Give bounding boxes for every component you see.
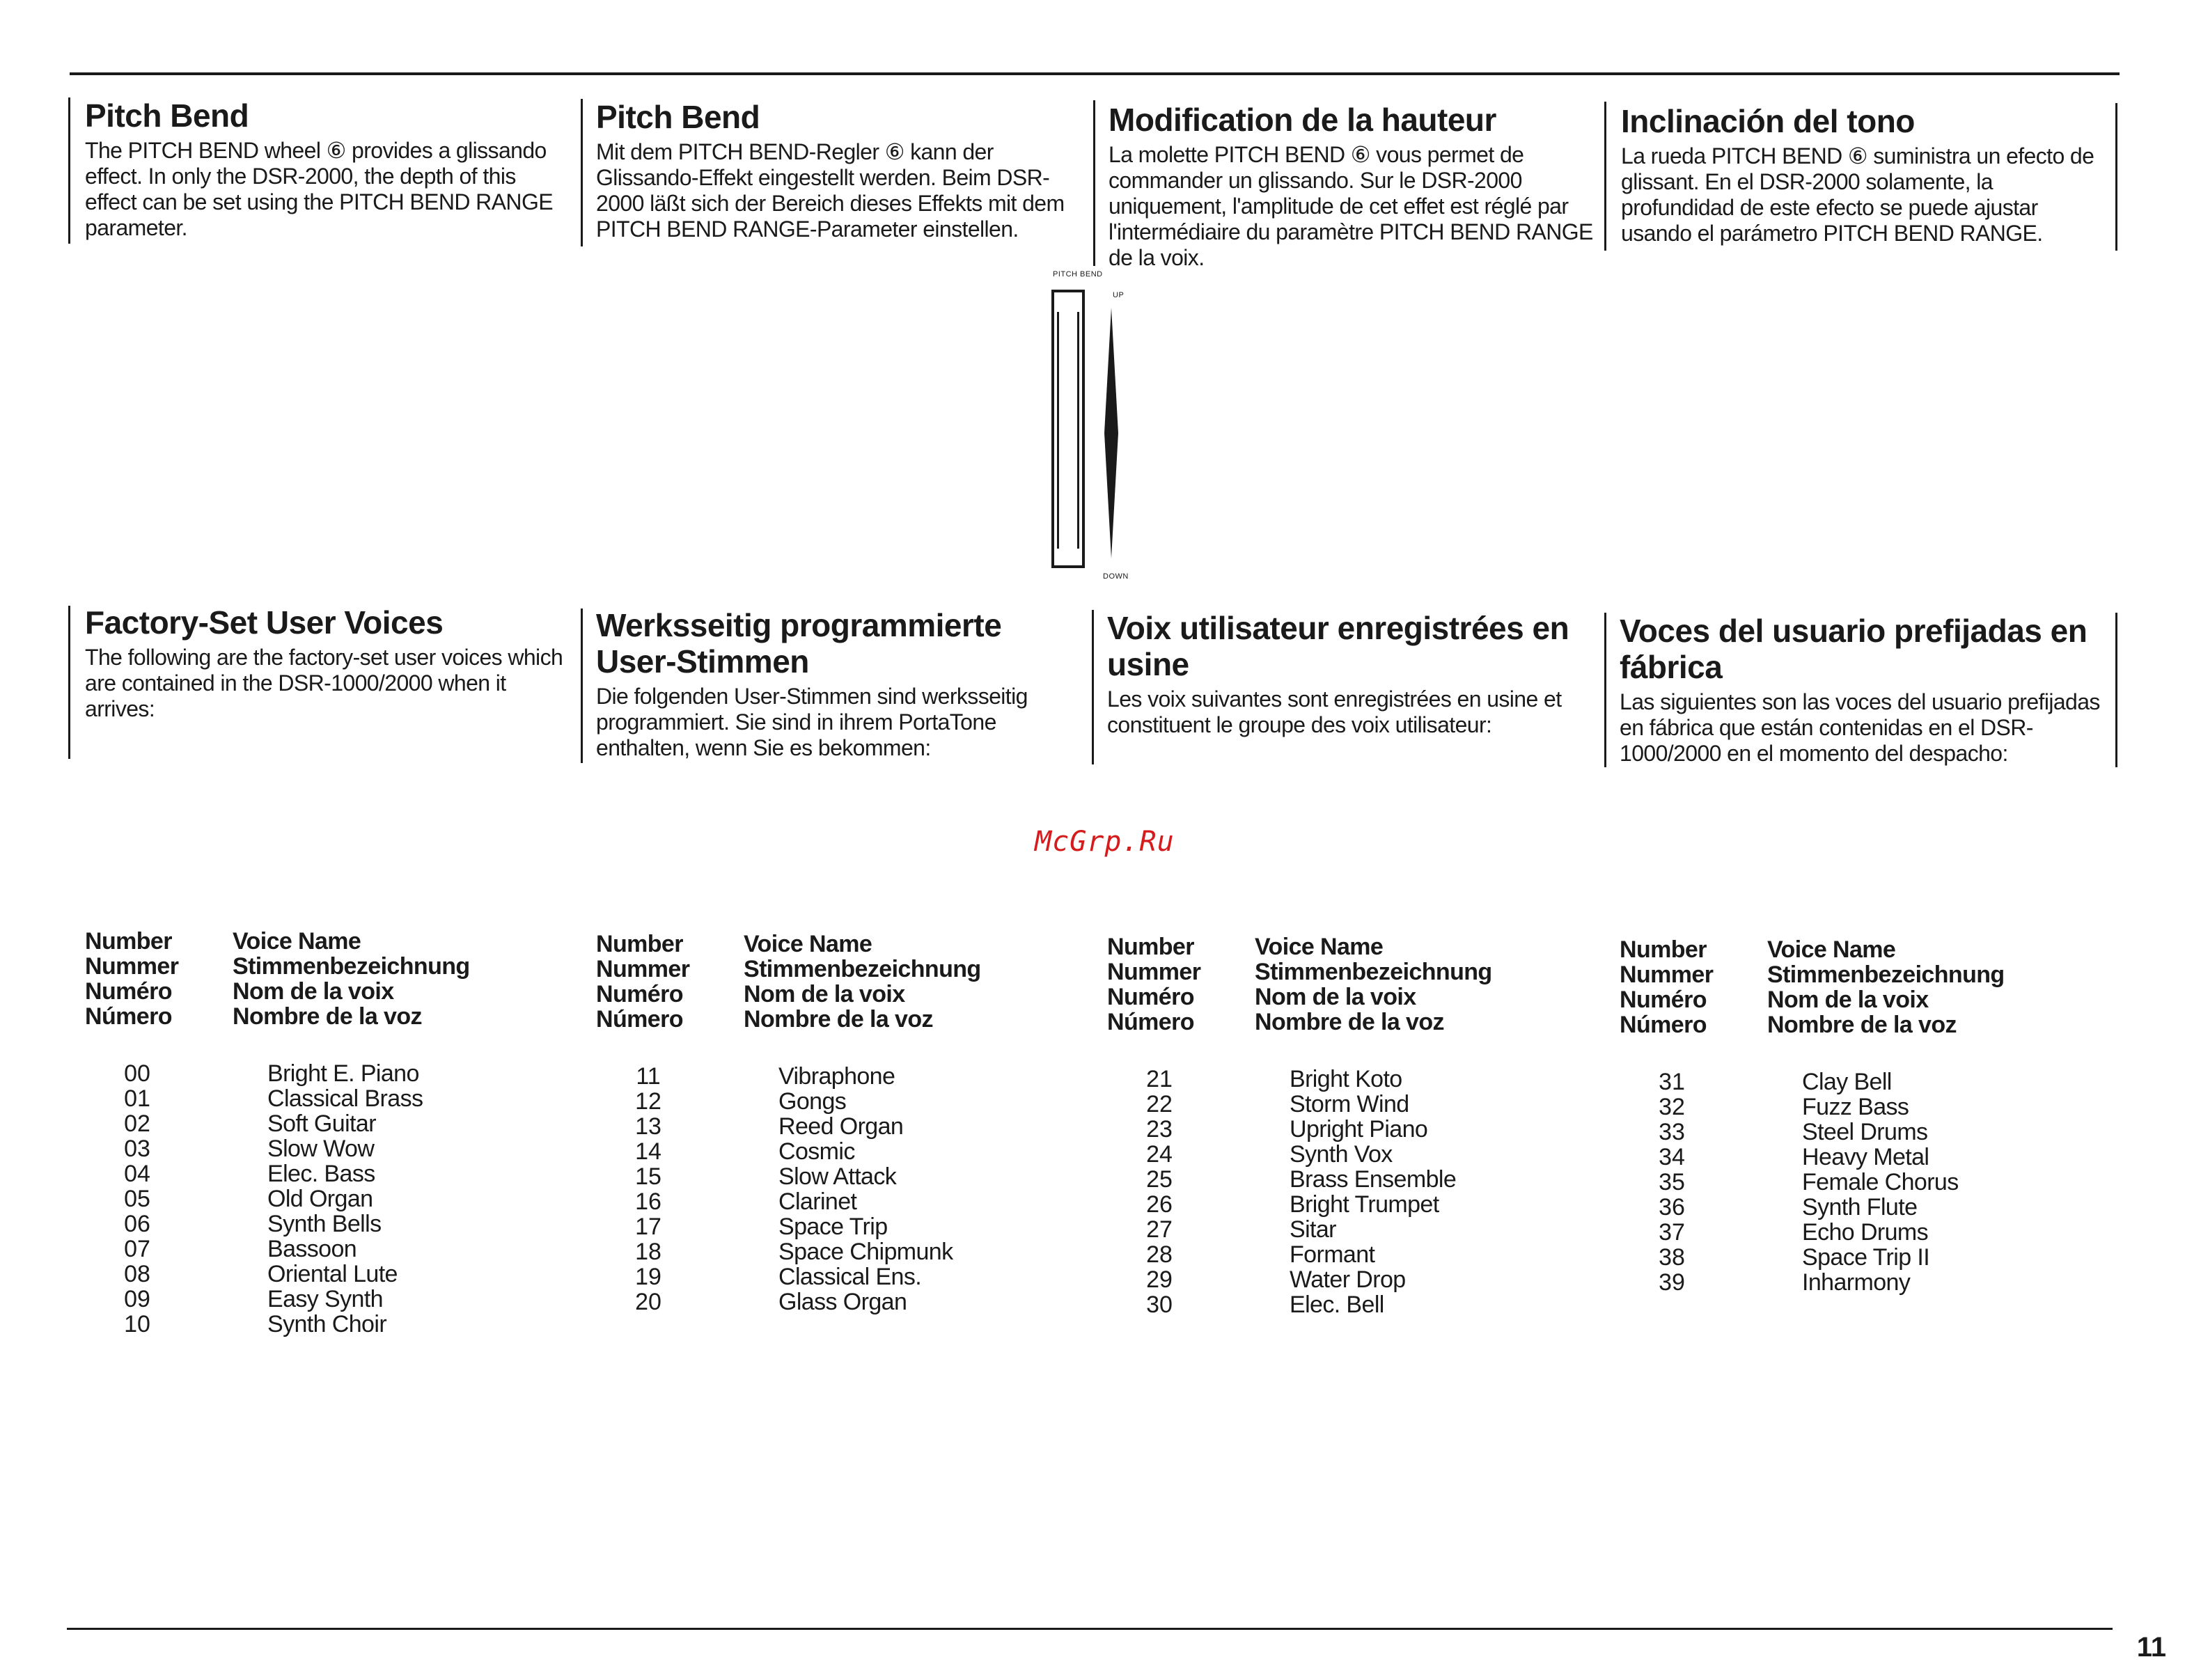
diagram-up-label: UP xyxy=(1113,291,1125,299)
table-row xyxy=(596,1089,981,1114)
voice-number: 00 xyxy=(124,1060,150,1087)
voice-name: Synth Bells xyxy=(267,1211,382,1237)
voice-name: Oriental Lute xyxy=(267,1261,398,1287)
section-title: Voces del usuario prefijadas en fábrica xyxy=(1620,613,2088,685)
table-row xyxy=(1107,1092,1492,1117)
voice-number: 08 xyxy=(124,1261,150,1287)
column-divider xyxy=(68,97,70,244)
section-body: Mit dem PITCH BEND-Regler ⑥ kann der Glissando-Effekt eingestellt werden. Beim DSR-2000 läßt sich der Bereich dieses Effekts mit dem PITCH BEND RANGE-Parameter einstellen. xyxy=(596,139,1065,242)
section-body: The PITCH BEND wheel ⑥ provides a glissando effect. In only the DSR-2000, the depth of this effect can be set using the PITCH BEND RANGE parameter. xyxy=(85,138,553,240)
section-title: Modification de la hauteur xyxy=(1109,102,1496,138)
header-number-en: Number xyxy=(85,928,172,955)
header-number-de: Nummer xyxy=(1107,959,1201,985)
column-divider xyxy=(68,606,70,759)
voice-number: 32 xyxy=(1659,1094,1685,1120)
table-row xyxy=(1620,1094,2005,1120)
table-row xyxy=(1107,1267,1492,1292)
voice-name: Elec. Bass xyxy=(267,1161,375,1187)
table-row xyxy=(1620,1195,2005,1220)
table-row xyxy=(596,1239,981,1264)
pitch-bend-wheel-diagram xyxy=(1044,270,1149,590)
voice-name: Classical Brass xyxy=(267,1085,423,1112)
voice-name: Reed Organ xyxy=(778,1113,904,1140)
table-row xyxy=(85,1186,470,1211)
pitch-bend-en xyxy=(85,97,565,241)
header-number-es: Número xyxy=(1620,1012,1707,1038)
header-number-es: Número xyxy=(1107,1009,1194,1035)
table-row xyxy=(596,1139,981,1164)
header-number-fr: Numéro xyxy=(85,978,172,1005)
section-title: Factory-Set User Voices xyxy=(85,604,444,641)
diagram-title: PITCH BEND xyxy=(1053,270,1103,278)
voice-name: Bright E. Piano xyxy=(267,1060,419,1087)
header-number-en: Number xyxy=(596,931,683,957)
voice-number: 38 xyxy=(1659,1244,1685,1271)
section-title: Werksseitig programmierte User-Stimmen xyxy=(596,607,1002,680)
voice-table-3 xyxy=(1107,934,1492,1317)
header-number-fr: Numéro xyxy=(1107,984,1194,1010)
voice-name: Fuzz Bass xyxy=(1802,1094,1909,1120)
voice-name: Formant xyxy=(1290,1241,1375,1268)
table-rows xyxy=(596,1064,981,1314)
section-title: Pitch Bend xyxy=(85,97,249,134)
voice-name: Storm Wind xyxy=(1290,1091,1409,1117)
voice-number: 15 xyxy=(635,1163,661,1190)
table-row xyxy=(596,1214,981,1239)
column-divider xyxy=(581,609,583,763)
header-voice-fr: Nom de la voix xyxy=(744,981,905,1007)
table-header xyxy=(1107,934,1492,1035)
table-header xyxy=(1620,937,2005,1037)
voice-number: 10 xyxy=(124,1311,150,1337)
table-row xyxy=(1620,1270,2005,1295)
voice-name: Glass Organ xyxy=(778,1289,907,1315)
voice-number: 18 xyxy=(635,1239,661,1265)
table-row xyxy=(85,1061,470,1086)
voice-name: Bright Trumpet xyxy=(1290,1191,1439,1218)
section-title: Inclinación del tono xyxy=(1621,103,1915,139)
voice-number: 30 xyxy=(1146,1292,1173,1318)
table-row xyxy=(85,1136,470,1161)
table-row xyxy=(1620,1120,2005,1145)
table-row xyxy=(85,1086,470,1111)
voice-name: Bright Koto xyxy=(1290,1066,1402,1092)
voice-number: 04 xyxy=(124,1161,150,1187)
header-number-de: Nummer xyxy=(596,956,690,982)
voice-number: 17 xyxy=(635,1214,661,1240)
header-voice-en: Voice Name xyxy=(744,931,872,957)
voice-number: 06 xyxy=(124,1211,150,1237)
table-row xyxy=(596,1264,981,1289)
factory-voices-en xyxy=(85,604,565,722)
voice-number: 11 xyxy=(636,1063,661,1090)
voice-number: 16 xyxy=(635,1188,661,1215)
table-rows xyxy=(1107,1067,1492,1317)
diagram-down-label: DOWN xyxy=(1103,572,1129,581)
header-voice-fr: Nom de la voix xyxy=(233,978,394,1005)
voice-number: 24 xyxy=(1146,1141,1173,1168)
voice-table-4 xyxy=(1620,937,2005,1295)
voice-name: Echo Drums xyxy=(1802,1219,1929,1246)
header-voice-es: Nombre de la voz xyxy=(744,1006,933,1033)
voice-name: Female Chorus xyxy=(1802,1169,1959,1195)
table-row xyxy=(85,1287,470,1312)
voice-name: Inharmony xyxy=(1802,1269,1911,1296)
voice-name: Cosmic xyxy=(778,1138,855,1165)
header-voice-en: Voice Name xyxy=(1767,936,1896,963)
voice-number: 37 xyxy=(1659,1219,1685,1246)
table-row xyxy=(1107,1217,1492,1242)
table-row xyxy=(1107,1292,1492,1317)
voice-name: Vibraphone xyxy=(778,1063,895,1090)
voice-number: 26 xyxy=(1146,1191,1173,1218)
voice-number: 20 xyxy=(635,1289,661,1315)
voice-name: Clay Bell xyxy=(1802,1069,1892,1095)
column-divider xyxy=(1604,613,1606,767)
table-row xyxy=(596,1114,981,1139)
voice-name: Brass Ensemble xyxy=(1290,1166,1457,1193)
header-voice-de: Stimmenbezeichnung xyxy=(1767,961,2005,988)
voice-number: 29 xyxy=(1146,1266,1173,1293)
voice-number: 03 xyxy=(124,1136,150,1162)
voice-name: Slow Wow xyxy=(267,1136,375,1162)
pitch-bend-es xyxy=(1621,103,2101,246)
voice-number: 36 xyxy=(1659,1194,1685,1220)
voice-number: 05 xyxy=(124,1186,150,1212)
header-voice-en: Voice Name xyxy=(1255,934,1384,960)
table-row xyxy=(596,1289,981,1314)
voice-number: 09 xyxy=(124,1286,150,1312)
table-header xyxy=(596,932,981,1032)
voice-number: 21 xyxy=(1146,1066,1173,1092)
section-body: The following are the factory-set user voices which are contained in the DSR-1000/2000 when it arrives: xyxy=(85,645,563,721)
voice-name: Space Trip xyxy=(778,1214,888,1240)
section-title: Voix utilisateur enregistrées en usine xyxy=(1107,610,1569,682)
table-row xyxy=(1107,1242,1492,1267)
table-row xyxy=(1107,1117,1492,1142)
table-rows xyxy=(85,1061,470,1337)
table-row xyxy=(85,1312,470,1337)
header-number-en: Number xyxy=(1107,934,1194,960)
column-divider xyxy=(1092,610,1094,764)
column-divider xyxy=(2115,103,2117,251)
header-number-de: Nummer xyxy=(85,953,179,980)
table-row xyxy=(596,1064,981,1089)
voice-number: 39 xyxy=(1659,1269,1685,1296)
table-row xyxy=(1107,1192,1492,1217)
section-body: La molette PITCH BEND ⑥ vous permet de commander un glissando. Sur le DSR-2000 uniquement, l'amplitude de cet effet est réglé par l'intermédiaire du paramètre PITCH BEND RANGE de la voix. xyxy=(1109,142,1593,270)
voice-name: Space Chipmunk xyxy=(778,1239,953,1265)
header-voice-fr: Nom de la voix xyxy=(1767,987,1929,1013)
table-row xyxy=(1620,1170,2005,1195)
section-body: Die folgenden User-Stimmen sind werksseitig programmiert. Sie sind in ihrem PortaTone enthalten, wenn Sie es bekommen: xyxy=(596,684,1028,760)
table-row xyxy=(85,1262,470,1287)
header-voice-en: Voice Name xyxy=(233,928,361,955)
voice-number: 34 xyxy=(1659,1144,1685,1170)
header-voice-de: Stimmenbezeichnung xyxy=(744,956,981,982)
voice-name: Bassoon xyxy=(267,1236,357,1262)
section-title: Pitch Bend xyxy=(596,99,760,135)
factory-voices-de xyxy=(596,607,1070,761)
table-row xyxy=(1620,1220,2005,1245)
table-row xyxy=(596,1164,981,1189)
voice-number: 27 xyxy=(1146,1216,1173,1243)
header-voice-es: Nombre de la voz xyxy=(1767,1012,1957,1038)
table-row xyxy=(1107,1067,1492,1092)
voice-number: 25 xyxy=(1146,1166,1173,1193)
top-rule xyxy=(70,72,2120,75)
section-body: Las siguientes son las voces del usuario prefijadas en fábrica que están contenidas en el DSR-1000/2000 en el momento del despacho: xyxy=(1620,689,2100,766)
voice-number: 22 xyxy=(1146,1091,1173,1117)
voice-number: 07 xyxy=(124,1236,150,1262)
table-row xyxy=(85,1161,470,1186)
voice-number: 19 xyxy=(635,1264,661,1290)
table-row xyxy=(85,1111,470,1136)
table-row xyxy=(85,1211,470,1237)
table-header xyxy=(85,929,470,1029)
factory-voices-es xyxy=(1620,613,2100,767)
voice-name: Classical Ens. xyxy=(778,1264,922,1290)
wheel-arrow-icon xyxy=(1103,308,1120,558)
wheel-inner xyxy=(1057,312,1079,549)
header-voice-fr: Nom de la voix xyxy=(1255,984,1416,1010)
section-body: La rueda PITCH BEND ⑥ suministra un efecto de glissant. En el DSR-2000 solamente, la profundidad de este efecto se puede ajustar usando el parámetro PITCH BEND RANGE. xyxy=(1621,143,2094,246)
header-number-fr: Numéro xyxy=(596,981,683,1007)
section-body: Les voix suivantes sont enregistrées en usine et constituent le groupe des voix utilisateur: xyxy=(1107,686,1562,737)
header-voice-de: Stimmenbezeichnung xyxy=(1255,959,1492,985)
voice-table-1 xyxy=(85,929,470,1337)
bottom-rule xyxy=(67,1628,2113,1630)
voice-name: Water Drop xyxy=(1290,1266,1406,1293)
column-divider xyxy=(581,99,583,246)
voice-name: Synth Flute xyxy=(1802,1194,1918,1220)
voice-number: 14 xyxy=(635,1138,661,1165)
voice-name: Space Trip II xyxy=(1802,1244,1930,1271)
voice-name: Soft Guitar xyxy=(267,1110,376,1137)
watermark: McGrp.Ru xyxy=(1035,826,1175,858)
table-row xyxy=(596,1189,981,1214)
table-row xyxy=(1620,1145,2005,1170)
header-number-es: Número xyxy=(85,1003,172,1030)
voice-number: 13 xyxy=(635,1113,661,1140)
voice-number: 33 xyxy=(1659,1119,1685,1145)
voice-name: Synth Vox xyxy=(1290,1141,1393,1168)
voice-name: Heavy Metal xyxy=(1802,1144,1929,1170)
voice-name: Clarinet xyxy=(778,1188,857,1215)
voice-number: 12 xyxy=(635,1088,661,1115)
factory-voices-fr xyxy=(1107,610,1595,738)
voice-name: Sitar xyxy=(1290,1216,1336,1243)
voice-number: 02 xyxy=(124,1110,150,1137)
voice-name: Synth Choir xyxy=(267,1311,387,1337)
voice-name: Gongs xyxy=(778,1088,847,1115)
voice-table-2 xyxy=(596,932,981,1314)
voice-number: 35 xyxy=(1659,1169,1685,1195)
voice-number: 23 xyxy=(1146,1116,1173,1143)
header-number-en: Number xyxy=(1620,936,1707,963)
table-row xyxy=(1620,1245,2005,1270)
header-number-es: Número xyxy=(596,1006,683,1033)
page-number: 11 xyxy=(2136,1632,2166,1663)
header-number-de: Nummer xyxy=(1620,961,1714,988)
voice-number: 28 xyxy=(1146,1241,1173,1268)
header-voice-es: Nombre de la voz xyxy=(1255,1009,1444,1035)
table-row xyxy=(1107,1142,1492,1167)
header-voice-de: Stimmenbezeichnung xyxy=(233,953,470,980)
table-rows xyxy=(1620,1069,2005,1295)
table-row xyxy=(85,1237,470,1262)
voice-name: Easy Synth xyxy=(267,1286,383,1312)
voice-name: Old Organ xyxy=(267,1186,373,1212)
voice-name: Upright Piano xyxy=(1290,1116,1428,1143)
pitch-bend-fr xyxy=(1109,102,1596,271)
voice-number: 01 xyxy=(124,1085,150,1112)
voice-name: Steel Drums xyxy=(1802,1119,1928,1145)
column-divider xyxy=(2115,613,2117,767)
header-voice-es: Nombre de la voz xyxy=(233,1003,422,1030)
pitch-bend-de xyxy=(596,99,1070,242)
voice-name: Slow Attack xyxy=(778,1163,897,1190)
voice-number: 31 xyxy=(1659,1069,1685,1095)
column-divider xyxy=(1604,102,1606,251)
header-number-fr: Numéro xyxy=(1620,987,1707,1013)
table-row xyxy=(1620,1069,2005,1094)
voice-name: Elec. Bell xyxy=(1290,1292,1384,1318)
column-divider xyxy=(1093,100,1095,266)
table-row xyxy=(1107,1167,1492,1192)
